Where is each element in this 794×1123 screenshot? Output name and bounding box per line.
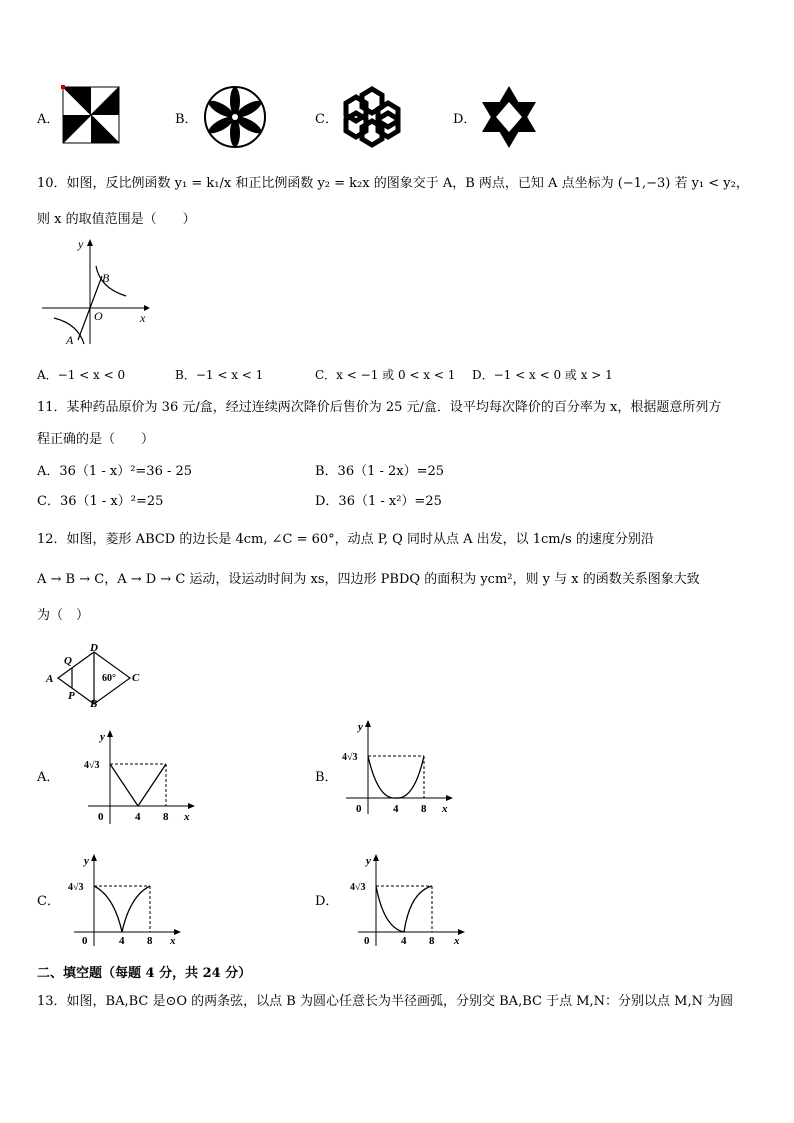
x-label: x [442,803,448,815]
q11-option-a: A．36（1 - x）²=36 - 25 [37,464,193,479]
section-heading: 二、填空题（每题 4 分，共 24 分） [37,966,252,981]
y-label: y [366,855,371,867]
tick-4-label: 4 [393,803,399,815]
q10-stem-line1: 10．如图，反比例函数 y₁ = k₁/x 和正比例函数 y₂ = k₂x 的图象交于 A，B 两点，已知 A 点坐标为 (−1,−3) 若 y₁ < y₂， [37,176,749,191]
y-label: y [358,721,363,733]
origin-label: O [94,309,103,323]
q10-option-a: A．−1 < x < 0 [37,368,126,382]
x-label: x [140,311,146,325]
vertex-b-label: B [90,698,98,708]
q10-option-c: C．x < −1 或 0 < x < 1 [315,368,456,382]
q9-option-c-label: C． [315,112,338,127]
q11-stem-line2: 程正确的是（ ） [37,432,155,447]
q12-stem-line2: A → B → C，A → D → C 运动，设运动时间为 xs，四边形 PBDQ 的面积为 ycm²，则 y 与 x 的函数关系图象大致 [37,572,700,587]
point-b-label: B [102,271,110,285]
q12-option-a-label: A． [37,770,60,785]
vertex-c-label: C [132,672,140,684]
q12-option-c-label: C． [37,894,60,909]
angle-label: 60° [102,673,116,684]
graph-option-a [80,728,200,828]
x-label: x [184,811,190,823]
tick-8-label: 8 [147,935,153,947]
vertex-d-label: D [90,644,98,654]
origin-label: 0 [356,803,362,815]
ymax-label: 4√3 [342,752,358,763]
pinwheel-figure [60,84,122,146]
flower-circle-figure [202,84,268,150]
q11-stem-line1: 11．某种药品原价为 36 元/盒，经过连续两次降价后售价为 25 元/盒．设平均每次降价的百分率为 x，根据题意所列方 [37,400,722,415]
q11-option-c: C．36（1 - x）²=25 [37,494,164,509]
q13-stem-line1: 13．如图，BA,BC 是⊙O 的两条弦，以点 B 为圆心任意长为半径画弧，分别交 BA,BC 于点 M,N：分别以点 M,N 为圆 [37,994,734,1009]
tick-4-label: 4 [135,811,141,823]
q10-stem-line2: 则 x 的取值范围是（ ） [37,212,196,227]
ymax-label: 4√3 [350,882,366,893]
q11-option-b: B．36（1 - 2x）=25 [315,464,445,479]
tick-8-label: 8 [163,811,169,823]
rhombus-figure [44,644,154,708]
graph-option-b [338,718,458,818]
star-of-david-figure [478,84,540,150]
hexagon-ring-figure [338,86,406,148]
tick-8-label: 8 [429,935,435,947]
y-label: y [100,731,105,743]
q12-option-b-label: B． [315,770,338,785]
point-q-label: Q [64,655,72,667]
origin-label: 0 [98,811,104,823]
x-label: x [170,935,176,947]
q9-option-b-label: B． [175,112,198,127]
tick-4-label: 4 [401,935,407,947]
q9-option-d-label: D． [453,112,477,127]
q10-function-graph [38,236,156,348]
ymax-label: 4√3 [68,882,84,893]
q12-stem-line3: 为（ ） [37,608,90,623]
q12-option-d-label: D． [315,894,339,909]
tick-8-label: 8 [421,803,427,815]
tick-4-label: 4 [119,935,125,947]
q9-option-a-label: A． [37,112,60,127]
q11-option-d: D．36（1 - x²）=25 [315,494,442,509]
origin-label: 0 [364,935,370,947]
q10-option-d: D．−1 < x < 0 或 x > 1 [472,368,613,382]
point-p-label: P [68,690,75,702]
graph-option-c [66,852,186,948]
q10-option-b: B．−1 < x < 1 [175,368,264,382]
q12-stem-line1: 12．如图，菱形 ABCD 的边长是 4cm, ∠C = 60°，动点 P, Q 同时从点 A 出发，以 1cm/s 的速度分别沿 [37,532,654,547]
x-label: x [454,935,460,947]
ymax-label: 4√3 [84,760,100,771]
y-label: y [84,855,89,867]
vertex-a-label: A [46,673,54,685]
origin-label: 0 [82,935,88,947]
graph-option-d [350,852,470,948]
y-label: y [78,237,84,251]
point-a-label: A [66,333,74,347]
